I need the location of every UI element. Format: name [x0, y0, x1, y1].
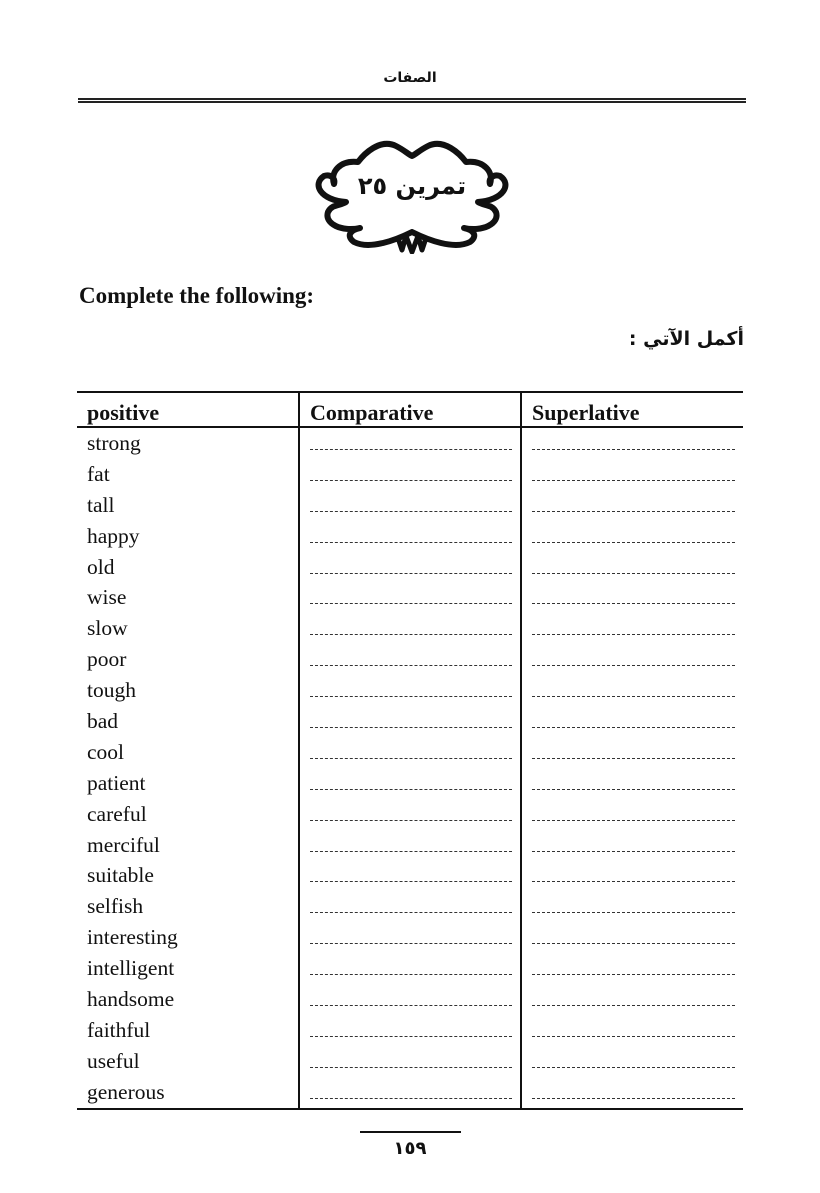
adjective-word: slow [87, 616, 128, 641]
comparative-blank-cell[interactable] [299, 1015, 521, 1046]
superlative-blank-cell[interactable] [521, 582, 743, 613]
table-row [77, 706, 743, 737]
comparative-blank-cell[interactable] [299, 644, 521, 675]
superlative-blank-line [532, 881, 735, 882]
comparative-blank-cell[interactable] [299, 706, 521, 737]
superlative-blank-cell[interactable] [521, 1046, 743, 1077]
comparative-blank-line [310, 1005, 512, 1006]
superlative-blank-line [532, 1098, 735, 1099]
comparative-blank-cell[interactable] [299, 521, 521, 552]
adjective-word: poor [87, 647, 127, 672]
superlative-blank-line [532, 696, 735, 697]
superlative-blank-line [532, 1036, 735, 1037]
adjective-word: selfish [87, 894, 144, 919]
superlative-blank-cell[interactable] [521, 675, 743, 706]
comparative-blank-cell[interactable] [299, 427, 521, 459]
superlative-blank-line [532, 943, 735, 944]
column-header-superlative: Superlative [521, 392, 743, 427]
table-row [77, 552, 743, 583]
comparative-blank-line [310, 696, 512, 697]
table-row [77, 1077, 743, 1109]
adjective-word: merciful [87, 832, 160, 857]
table-row [77, 521, 743, 552]
comparative-blank-line [310, 727, 512, 728]
comparative-blank-line [310, 480, 512, 481]
comparative-blank-line [310, 665, 512, 666]
superlative-blank-cell[interactable] [521, 860, 743, 891]
comparative-blank-cell[interactable] [299, 675, 521, 706]
superlative-blank-line [532, 665, 735, 666]
adjective-word: intelligent [87, 956, 175, 981]
adjective-word: cool [87, 739, 125, 764]
comparative-blank-cell[interactable] [299, 768, 521, 799]
comparative-blank-line [310, 1098, 512, 1099]
comparative-blank-line [310, 820, 512, 821]
superlative-blank-cell[interactable] [521, 552, 743, 583]
comparative-blank-cell[interactable] [299, 830, 521, 861]
comparative-blank-line [310, 542, 512, 543]
table-row [77, 675, 743, 706]
table-row [77, 613, 743, 644]
comparative-blank-cell[interactable] [299, 490, 521, 521]
adjective-word: tough [87, 678, 136, 703]
superlative-blank-cell[interactable] [521, 427, 743, 459]
adjective-word: generous [77, 1077, 299, 1109]
superlative-blank-cell[interactable] [521, 953, 743, 984]
comparative-blank-line [310, 511, 512, 512]
comparative-blank-line [310, 603, 512, 604]
superlative-blank-line [532, 542, 735, 543]
superlative-blank-cell[interactable] [521, 891, 743, 922]
comparative-blank-line [310, 943, 512, 944]
comparative-blank-line [310, 1067, 512, 1068]
comparative-blank-cell[interactable] [299, 922, 521, 953]
table-row [77, 459, 743, 490]
superlative-blank-line [532, 974, 735, 975]
superlative-blank-cell[interactable] [521, 984, 743, 1015]
adjective-word: fat [87, 461, 110, 486]
comparative-blank-cell[interactable] [299, 613, 521, 644]
table-row [77, 768, 743, 799]
comparative-blank-line [310, 789, 512, 790]
header-rule [78, 98, 746, 103]
comparative-blank-cell[interactable] [299, 953, 521, 984]
adjective-word: suitable [87, 863, 154, 888]
table-row [77, 953, 743, 984]
table-row [77, 891, 743, 922]
superlative-blank-line [532, 634, 735, 635]
comparative-blank-cell[interactable] [299, 582, 521, 613]
superlative-blank-cell[interactable] [521, 613, 743, 644]
table-row [77, 427, 743, 459]
comparative-blank-cell[interactable] [299, 860, 521, 891]
page-number: ١٥٩ [393, 1138, 427, 1159]
adjective-word: tall [87, 492, 115, 517]
superlative-blank-line [532, 820, 735, 821]
superlative-blank-cell[interactable] [521, 706, 743, 737]
comparative-blank-cell[interactable] [299, 984, 521, 1015]
instruction-english: Complete the following: [79, 283, 315, 308]
adjective-word: faithful [87, 1017, 151, 1042]
table-row [77, 860, 743, 891]
comparative-blank-cell[interactable] [299, 737, 521, 768]
superlative-blank-line [532, 912, 735, 913]
table-row [77, 830, 743, 861]
table-row [77, 490, 743, 521]
superlative-blank-cell[interactable] [521, 459, 743, 490]
comparative-blank-cell[interactable] [299, 459, 521, 490]
column-header-comparative: Comparative [299, 392, 521, 427]
comparative-blank-line [310, 449, 512, 450]
table-row [77, 1015, 743, 1046]
comparative-blank-cell[interactable] [299, 799, 521, 830]
superlative-blank-line [532, 1067, 735, 1068]
comparative-blank-line [310, 974, 512, 975]
comparative-blank-line [310, 634, 512, 635]
superlative-blank-line [532, 1005, 735, 1006]
table-row [77, 644, 743, 675]
superlative-blank-line [532, 758, 735, 759]
adjective-word: handsome [87, 986, 175, 1011]
comparative-blank-line [310, 758, 512, 759]
comparative-blank-line [310, 851, 512, 852]
superlative-blank-cell[interactable] [521, 737, 743, 768]
superlative-blank-cell[interactable] [521, 830, 743, 861]
table-row [77, 799, 743, 830]
comparative-blank-cell[interactable] [299, 1046, 521, 1077]
adjective-word: strong [87, 430, 141, 455]
superlative-blank-line [532, 727, 735, 728]
superlative-blank-cell[interactable] [521, 799, 743, 830]
comparative-blank-cell[interactable] [299, 552, 521, 583]
comparative-blank-line [310, 881, 512, 882]
page-header-title: الصفات [383, 70, 437, 86]
adjective-word: patient [87, 770, 146, 795]
superlative-blank-line [532, 851, 735, 852]
superlative-blank-cell[interactable] [521, 521, 743, 552]
adjective-word: bad [87, 708, 119, 733]
table-header-row [77, 392, 743, 427]
instruction-arabic: أكمل الآتي : [628, 328, 744, 350]
table-row [77, 922, 743, 953]
adjective-table [77, 391, 743, 1110]
comparative-blank-cell[interactable] [299, 891, 521, 922]
superlative-blank-line [532, 603, 735, 604]
superlative-blank-line [532, 789, 735, 790]
table-row [77, 984, 743, 1015]
exercise-label: تمرين ٢٥ [357, 172, 467, 200]
superlative-blank-line [532, 449, 735, 450]
superlative-blank-line [532, 480, 735, 481]
superlative-blank-cell[interactable] [521, 1077, 743, 1109]
adjective-word: wise [87, 585, 127, 610]
superlative-blank-cell[interactable] [521, 490, 743, 521]
adjective-word: careful [87, 801, 147, 826]
comparative-blank-cell[interactable] [299, 1077, 521, 1109]
comparative-blank-line [310, 573, 512, 574]
superlative-blank-cell[interactable] [521, 1015, 743, 1046]
table-row [77, 1046, 743, 1077]
table-row [77, 582, 743, 613]
superlative-blank-cell[interactable] [521, 768, 743, 799]
superlative-blank-cell[interactable] [521, 922, 743, 953]
adjective-word: happy [87, 523, 140, 548]
superlative-blank-line [532, 511, 735, 512]
column-header-positive: positive [77, 392, 299, 427]
adjective-word: old [87, 554, 115, 579]
superlative-blank-cell[interactable] [521, 644, 743, 675]
comparative-blank-line [310, 912, 512, 913]
adjective-word: interesting [87, 925, 178, 950]
footer-rule [360, 1131, 461, 1133]
table-row [77, 737, 743, 768]
superlative-blank-line [532, 573, 735, 574]
adjective-word: useful [87, 1048, 140, 1073]
exercise-badge [306, 132, 518, 254]
comparative-blank-line [310, 1036, 512, 1037]
